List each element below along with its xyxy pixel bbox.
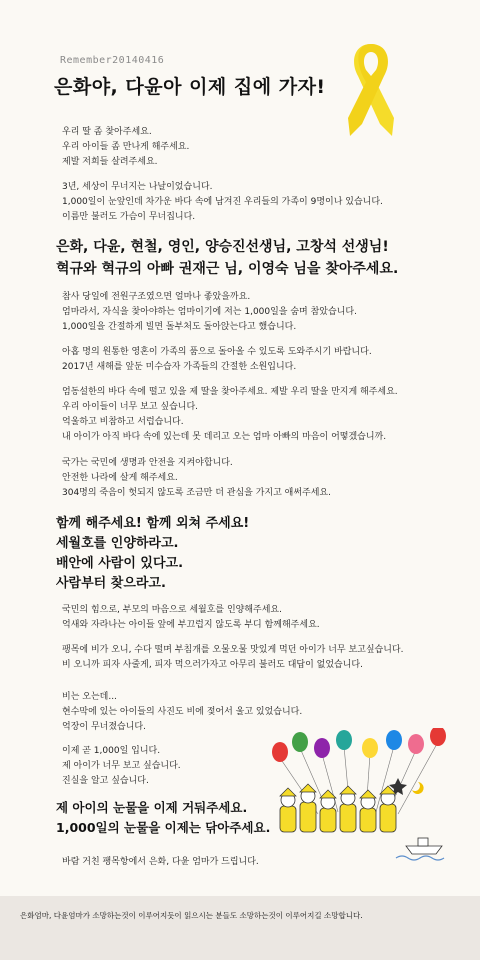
text-line: 국가는 국민에 생명과 안전을 지켜야합니다. [62, 458, 233, 468]
paragraph-5 [62, 385, 450, 445]
page-title: 은화야, 다윤아 이제 집에 가자! [54, 76, 326, 98]
text-line: 제발 저희들 살려주세요. [62, 157, 158, 167]
handwritten-line: 배안에 사람이 있다고. [56, 556, 184, 571]
text-line: 3년, 세상이 무너지는 나날이었습니다. [62, 182, 213, 192]
handwritten-line: 사람부터 찾으라고. [56, 576, 166, 591]
closing-plea [56, 798, 270, 838]
paragraph-3 [62, 290, 450, 335]
children-with-balloons-illustration [266, 728, 452, 868]
text-line: 제 아이가 너무 보고 싶습니다. [62, 761, 181, 771]
paragraph-2 [62, 180, 450, 225]
text-line: 바람 거친 팽목항에서 은화, 다윤 엄마가 드립니다. [62, 857, 259, 867]
text-line: 엄마라서, 자식을 찾아야하는 엄마이기에 저는 1,000일을 숨며 참았습니다. [62, 307, 357, 317]
text-line: 2017년 새해를 앞둔 미수습자 가족들의 간절한 소원입니다. [62, 362, 297, 372]
text-line: 국민의 힘으로, 부모의 마음으로 세월호를 인양해주세요. [62, 605, 282, 615]
footer-message: 은화엄마, 다윤엄마가 소망하는것이 이루어지듯이 읽으시는 분들도 소망하는것이 이루어지길 소망합니다. [20, 911, 363, 920]
text-line: 우리 아이들 좀 만나게 해주세요. [62, 142, 190, 152]
paragraph-7 [62, 603, 450, 633]
footer-band [0, 896, 480, 960]
text-line: 참사 당일에 전원구조였으면 얼마나 좋았을까요. [62, 292, 251, 302]
text-line: 억울하고 비참하고 서럽습니다. [62, 417, 184, 427]
text-line: 아홉 명의 원통한 영혼이 가족의 품으로 돌아올 수 있도록 도와주시기 바랍니다. [62, 347, 372, 357]
paragraph-4 [62, 345, 450, 375]
handwritten-line: 혁규와 혁규의 아빠 권재근 님, 이영숙 님을 찾아주세요. [56, 261, 399, 277]
missing-names [56, 236, 398, 280]
text-line: 엄동설한의 바다 속에 떨고 있을 제 딸을 찾아주세요. 제발 우리 딸을 만지게 해주세요. [62, 387, 398, 397]
text-line: 억장이 무너졌습니다. [62, 722, 146, 732]
text-line: 내 아이가 아직 바다 속에 있는데 못 데리고 오는 엄마 아빠의 마음이 어떻겠습니까. [62, 432, 387, 442]
handwritten-line: 세월호를 인양하라고. [56, 536, 179, 551]
text-line: 우리 딸 좀 찾아주세요. [62, 127, 152, 137]
text-line: 현수막에 있는 아이들의 사진도 비에 젖어서 울고 있었습니다. [62, 707, 303, 717]
remember-tag: Remember20140416 [60, 55, 165, 66]
handwritten-line: 제 아이의 눈물을 이제 거둬주세요. [56, 800, 248, 815]
paragraph-10 [62, 744, 262, 789]
handwritten-line: 함께 해주세요! 함께 외쳐 주세요! [56, 516, 250, 531]
paragraph-6 [62, 456, 450, 501]
text-line: 비는 오는데... [62, 692, 117, 702]
text-line: 비 오니까 피자 사줄게, 피자 먹으러가자고 아무리 불러도 대답이 없었습니다. [62, 660, 363, 670]
text-line: 1,000일이 눈앞인데 차가운 바다 속에 남겨진 우리들의 가족이 9명이나 있습니다. [62, 197, 383, 207]
paragraph-8 [62, 643, 450, 673]
slogans [56, 514, 249, 594]
text-line: 안전한 나라에 살게 해주세요. [62, 473, 178, 483]
handwritten-line: 은화, 다윤, 현철, 영인, 양승진선생님, 고창석 선생님! [56, 239, 389, 255]
text-line: 억새와 자라나는 아이들 앞에 부끄럽지 않도록 부디 함께해주세요. [62, 620, 320, 630]
text-line: 진실을 알고 싶습니다. [62, 776, 149, 786]
handwritten-line: 1,000일의 눈물을 이제는 닦아주세요. [56, 820, 271, 835]
text-line: 우리 아이들이 너무 보고 싶습니다. [62, 402, 199, 412]
text-line: 1,000일을 간절하게 빌면 돌부처도 돌아앉는다고 했습니다. [62, 322, 297, 332]
text-line: 이름만 불러도 가슴이 무너집니다. [62, 212, 196, 222]
text-line: 팽목에 비가 오니, 수다 떨며 부침개를 오물오물 맛있게 먹던 아이가 너무 보고싶습니다. [62, 645, 404, 655]
text-line: 304명의 죽음이 헛되지 않도록 조금만 더 관심을 가지고 애써주세요. [62, 488, 331, 498]
paragraph-1 [62, 125, 450, 170]
text-line: 이제 곧 1,000일 입니다. [62, 746, 161, 756]
